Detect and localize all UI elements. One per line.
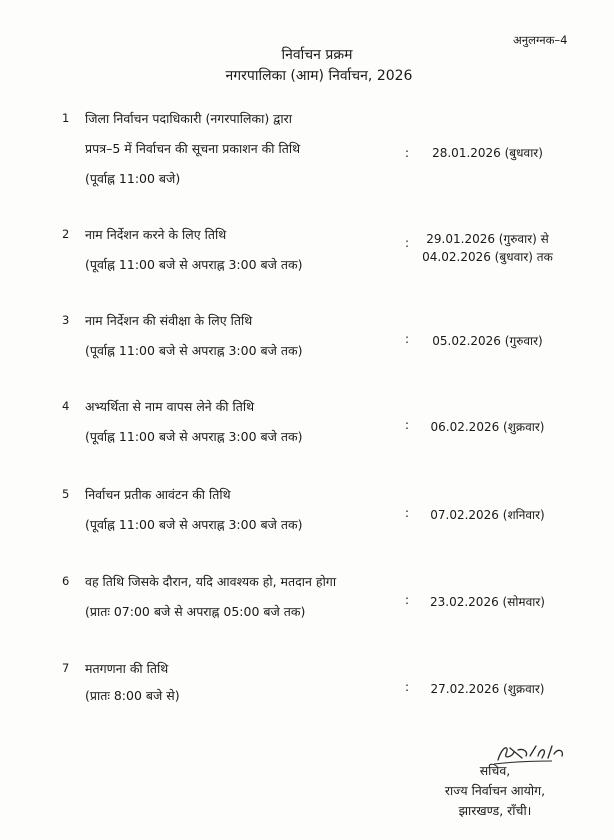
item-date: 23.02.2026 (सोमवार) bbox=[430, 595, 545, 609]
item-text: अभ्यर्थिता से नाम वापस लेने की तिथि bbox=[85, 399, 255, 414]
item-number: 7 bbox=[62, 661, 70, 675]
item-colon: : bbox=[405, 593, 410, 607]
signatory-office: राज्य निर्वाचन आयोग, bbox=[444, 783, 546, 798]
item-date: 28.01.2026 (बुधवार) bbox=[432, 146, 543, 160]
item-text: नाम निर्देशन की संवीक्षा के लिए तिथि bbox=[85, 313, 253, 328]
annexure-label: अनुलग्नक–4 bbox=[513, 33, 568, 47]
item-colon: : bbox=[405, 236, 410, 250]
item-text: प्रपत्र–5 में निर्वाचन की सूचना प्रकाशन की तिथि bbox=[85, 141, 301, 156]
item-text: (पूर्वाह्न 11:00 बजे से अपराह्न 3:00 बजे तक) bbox=[85, 429, 303, 444]
document-subtitle: नगरपालिका (आम) निर्वाचन, 2026 bbox=[225, 68, 413, 84]
item-text: (पूर्वाह्न 11:00 बजे से अपराह्न 3:00 बजे तक) bbox=[85, 343, 303, 358]
item-colon: : bbox=[405, 418, 410, 432]
item-number: 3 bbox=[62, 313, 70, 327]
item-text: वह तिथि जिसके दौरान, यदि आवश्यक हो, मतदान होगा bbox=[85, 574, 337, 589]
item-text: (पूर्वाह्न 11:00 बजे से अपराह्न 3:00 बजे तक) bbox=[85, 257, 303, 272]
item-number: 6 bbox=[62, 574, 70, 588]
item-number: 2 bbox=[62, 227, 70, 241]
item-colon: : bbox=[405, 680, 410, 694]
item-text: (प्रातः 07:00 बजे से अपराह्न 05:00 बजे तक) bbox=[85, 604, 306, 619]
item-colon: : bbox=[405, 332, 410, 346]
item-date: 06.02.2026 (शुक्रवार) bbox=[430, 420, 545, 434]
item-colon: : bbox=[405, 146, 410, 160]
item-text: निर्वाचन प्रतीक आवंटन की तिथि bbox=[85, 487, 231, 502]
item-text: मतगणना की तिथि bbox=[85, 661, 169, 676]
item-date: 07.02.2026 (शनिवार) bbox=[430, 508, 545, 522]
signatory-title: सचिव, bbox=[479, 763, 511, 778]
document-title: निर्वाचन प्रक्रम bbox=[281, 47, 353, 63]
item-text: (पूर्वाह्न 11:00 बजे से अपराह्न 3:00 बजे तक) bbox=[85, 517, 303, 532]
item-number: 4 bbox=[62, 399, 70, 413]
item-number: 1 bbox=[62, 111, 70, 125]
item-date: 29.01.2026 (गुरुवार) से bbox=[426, 232, 549, 246]
signatory-location: झारखण्ड, राँची। bbox=[458, 803, 532, 818]
item-colon: : bbox=[405, 506, 410, 520]
item-text: (पूर्वाह्न 11:00 बजे) bbox=[85, 171, 181, 186]
item-text: नाम निर्देशन करने के लिए तिथि bbox=[85, 227, 227, 242]
item-date: 04.02.2026 (बुधवार) तक bbox=[422, 250, 553, 264]
item-text: (प्रातः 8:00 बजे से) bbox=[85, 688, 180, 703]
item-number: 5 bbox=[62, 487, 70, 501]
item-text: जिला निर्वाचन पदाधिकारी (नगरपालिका) द्वारा bbox=[85, 111, 292, 126]
item-date: 05.02.2026 (गुरुवार) bbox=[432, 334, 543, 348]
item-date: 27.02.2026 (शुक्रवार) bbox=[430, 682, 545, 696]
